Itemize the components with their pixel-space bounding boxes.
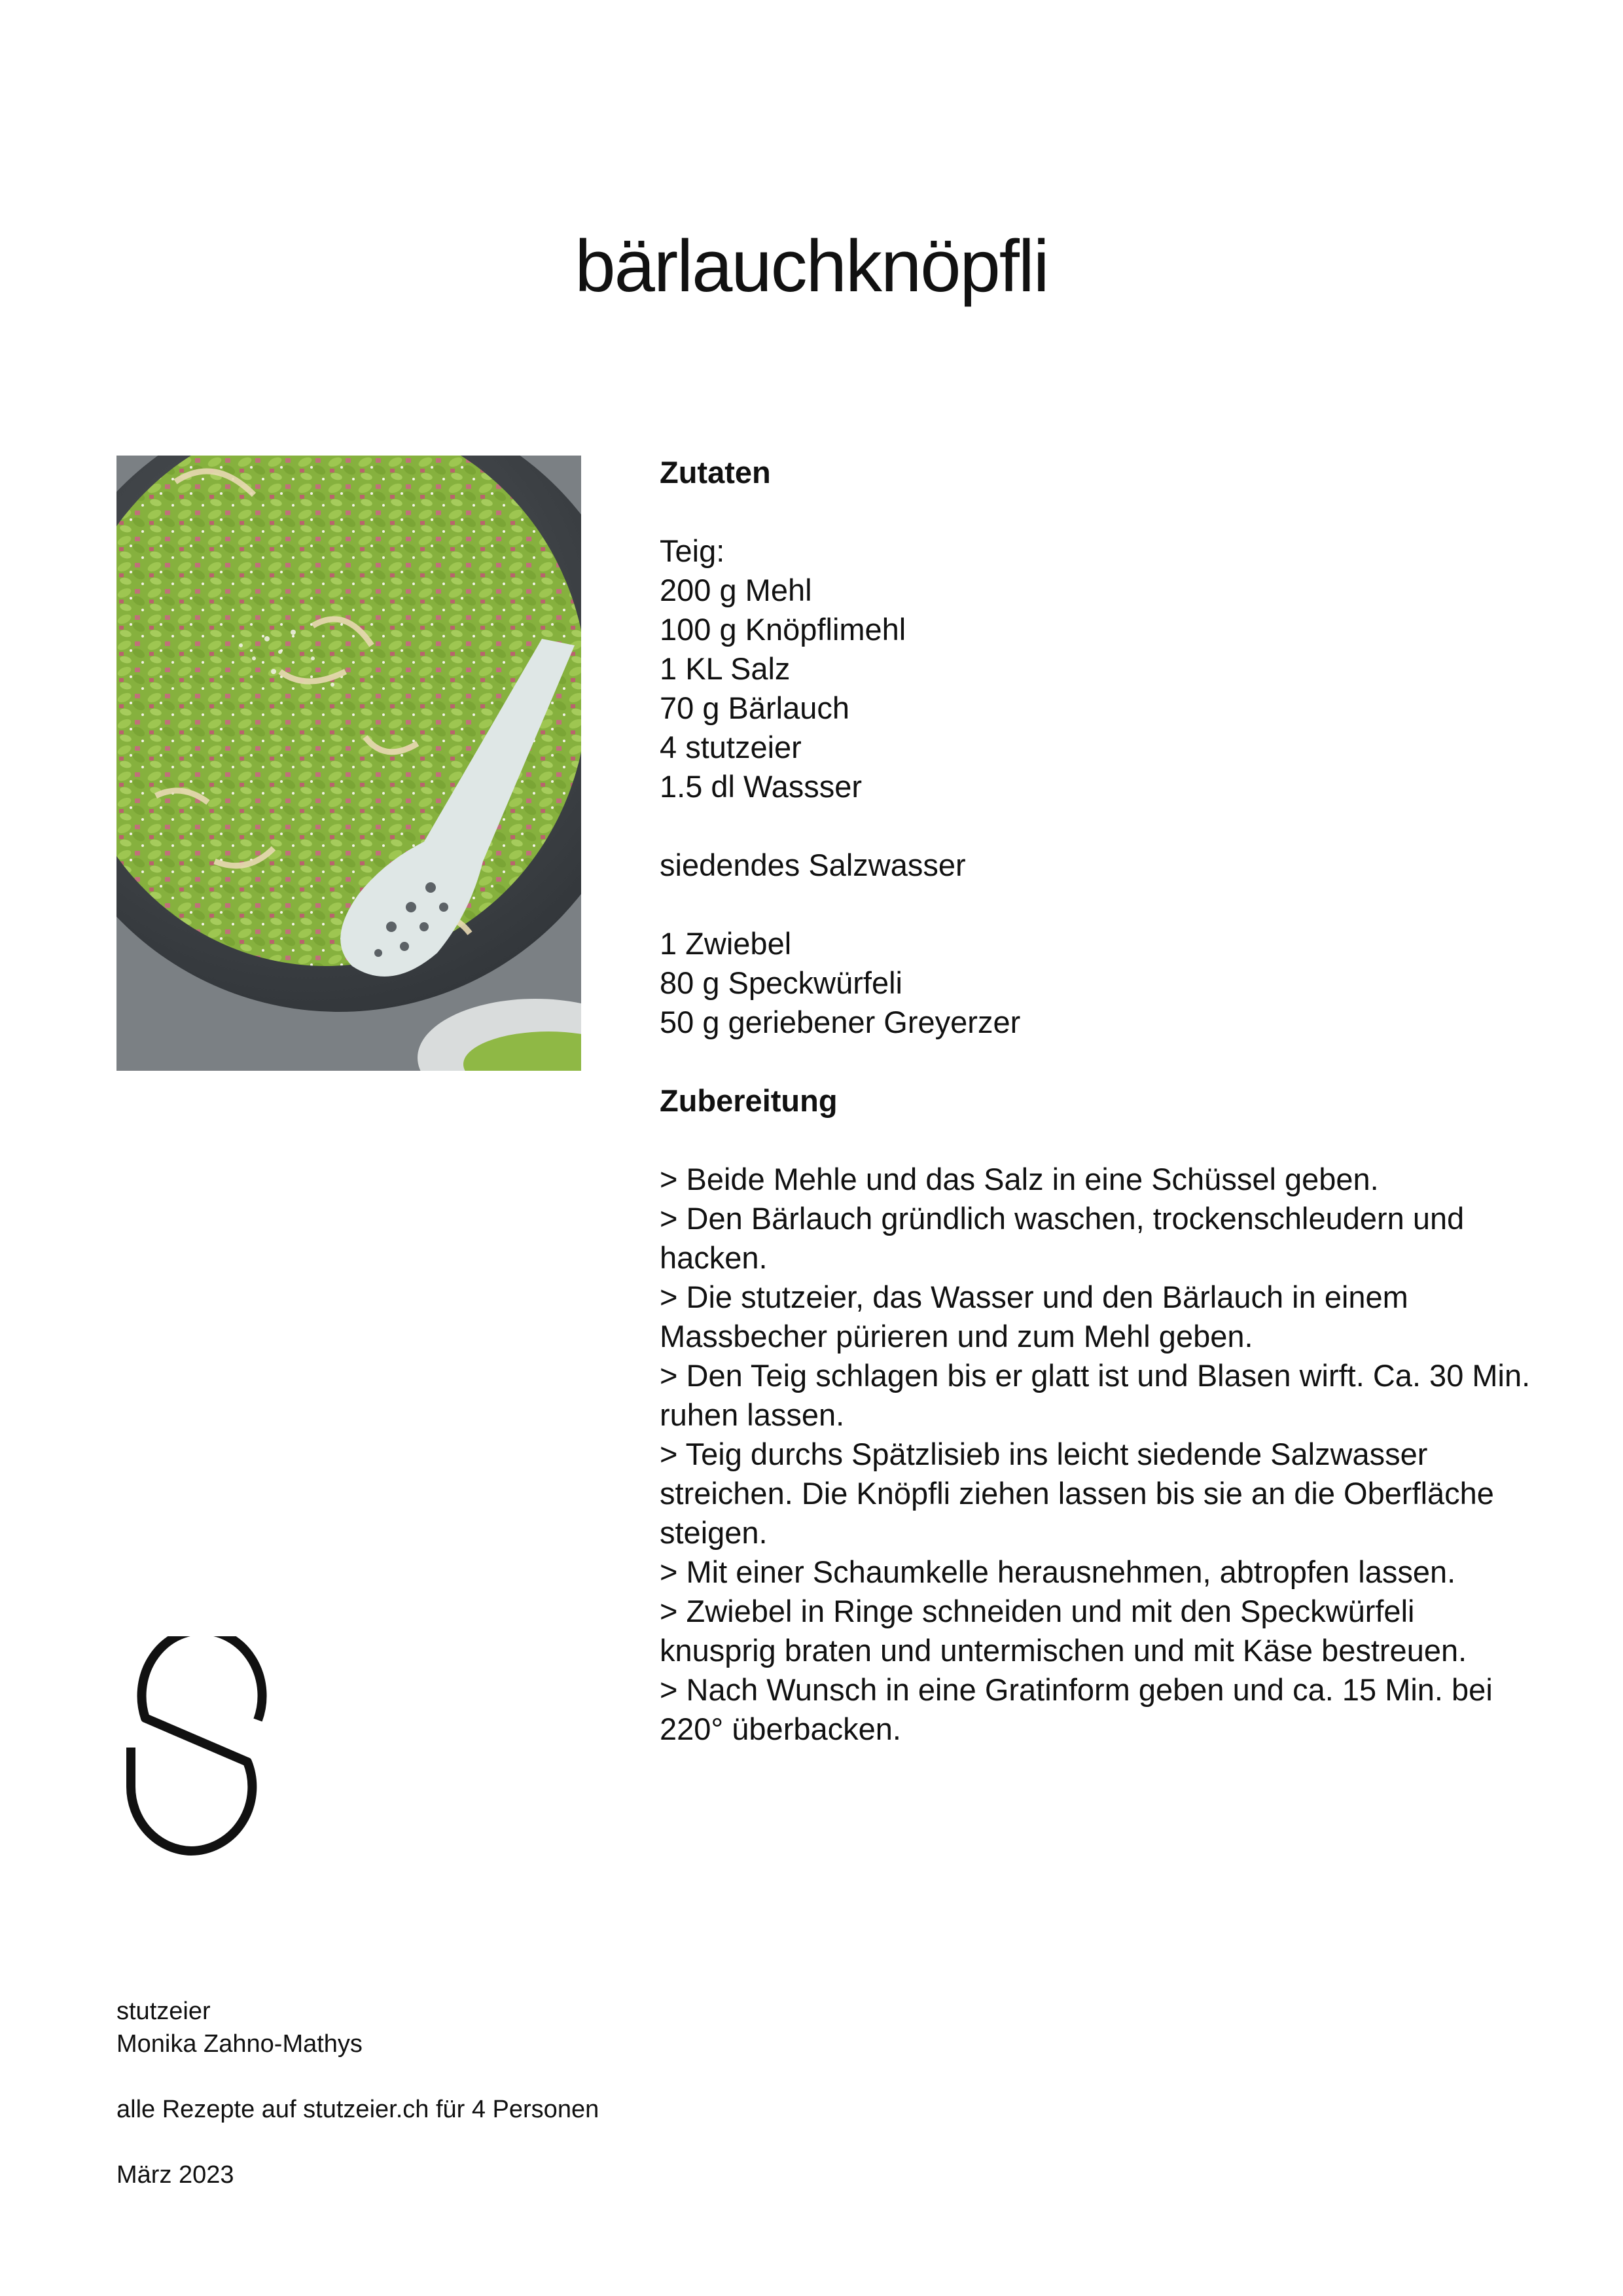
ingredient-item: 50 g geriebener Greyerzer bbox=[660, 1005, 1021, 1039]
page-title: bärlauchknöpfli bbox=[575, 225, 1048, 307]
preparation-step: > Die stutzeier, das Wasser und den Bärlauch in einem Massbecher pürieren und zum Mehl geben. bbox=[660, 1280, 1408, 1354]
ingredient-item: 100 g Knöpflimehl bbox=[660, 612, 906, 647]
dish-photo-illustration bbox=[116, 456, 581, 1071]
ingredient-item: 1.5 dl Wassser bbox=[660, 769, 863, 804]
ingredients-heading: Zutaten bbox=[660, 455, 771, 490]
preparation-step: > Teig durchs Spätzlisieb ins leicht siedende Salzwasser streichen. Die Knöpfli ziehen lassen bis sie an die Oberfläche steigen. bbox=[660, 1437, 1494, 1550]
ingredient-item: 80 g Speckwürfeli bbox=[660, 965, 902, 1000]
footer-date: März 2023 bbox=[116, 2161, 234, 2189]
footer-author: Monika Zahno-Mathys bbox=[116, 2030, 363, 2058]
preparation-step: > Zwiebel in Ringe schneiden und mit den Speckwürfeli knusprig braten und untermischen und mit Käse bestreuen. bbox=[660, 1594, 1467, 1668]
ingredient-item: 200 g Mehl bbox=[660, 573, 812, 607]
recipe-content bbox=[660, 453, 1537, 1749]
preparation-step: > Beide Mehle und das Salz in eine Schüssel geben. bbox=[660, 1162, 1379, 1196]
footer bbox=[116, 1995, 599, 2191]
dish-photo bbox=[116, 456, 581, 1071]
ingredient-item: 1 Zwiebel bbox=[660, 926, 792, 961]
ingredient-item: siedendes Salzwasser bbox=[660, 848, 966, 882]
dough-label: Teig: bbox=[660, 533, 725, 568]
ingredient-item: 1 KL Salz bbox=[660, 651, 791, 686]
ingredient-item: 4 stutzeier bbox=[660, 730, 802, 764]
ingredient-item: 70 g Bärlauch bbox=[660, 691, 850, 725]
preparation-step: > Den Teig schlagen bis er glatt ist und Blasen wirft. Ca. 30 Min. ruhen lassen. bbox=[660, 1358, 1531, 1432]
preparation-step: > Nach Wunsch in eine Gratinform geben und ca. 15 Min. bei 220° überbacken. bbox=[660, 1672, 1493, 1746]
preparation-step: > Den Bärlauch gründlich waschen, trockenschleudern und hacken. bbox=[660, 1201, 1465, 1275]
footer-brand: stutzeier bbox=[116, 1998, 211, 2025]
preparation-step: > Mit einer Schaumkelle herausnehmen, abtropfen lassen. bbox=[660, 1554, 1456, 1589]
preparation-heading: Zubereitung bbox=[660, 1083, 838, 1118]
footer-note: alle Rezepte auf stutzeier.ch für 4 Personen bbox=[116, 2096, 599, 2123]
stutzeier-s-logo-icon bbox=[116, 1636, 277, 1859]
